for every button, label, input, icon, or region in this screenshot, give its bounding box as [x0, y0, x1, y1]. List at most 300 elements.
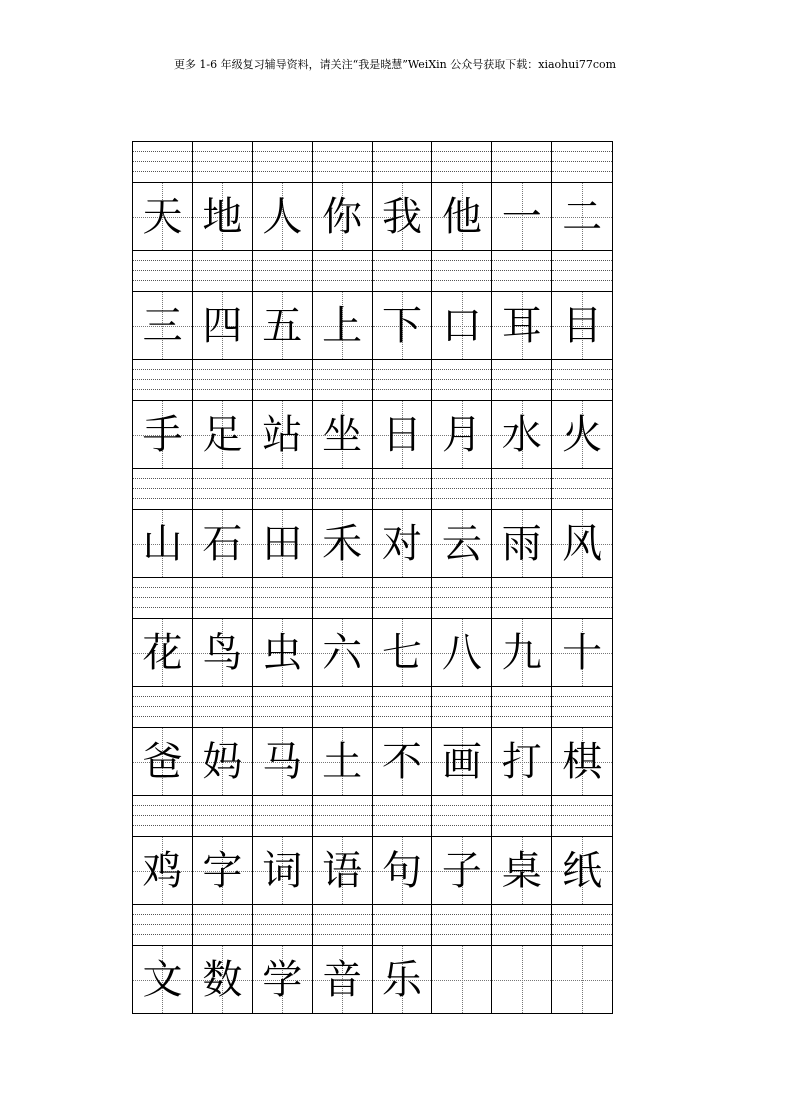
character-cell: [432, 728, 492, 795]
pinyin-guide-line: [193, 498, 252, 499]
character-glyph: 口: [441, 302, 482, 349]
character-cell: [133, 401, 193, 468]
character-row: [133, 400, 612, 469]
pinyin-guide-line: [133, 498, 192, 499]
character-glyph: 子: [441, 847, 482, 894]
pinyin-guide-line: [373, 587, 432, 588]
character-cell: [253, 292, 313, 359]
pinyin-guide-line: [253, 934, 312, 935]
pinyin-cell: [193, 796, 253, 836]
character-cell: [373, 183, 433, 250]
pinyin-guide-line: [373, 934, 432, 935]
character-row: [133, 727, 612, 796]
pinyin-guide-line: [373, 161, 432, 162]
pinyin-guide-line: [492, 805, 551, 806]
pinyin-guide-line: [313, 260, 372, 261]
pinyin-guide-line: [253, 815, 312, 816]
pinyin-cell: [253, 469, 313, 509]
character-glyph: 云: [441, 520, 482, 567]
pinyin-guide-line: [193, 696, 252, 697]
pinyin-cell: [552, 360, 612, 400]
character-glyph: 十: [562, 629, 603, 676]
pinyin-guide-line: [133, 270, 192, 271]
pinyin-cell: [432, 796, 492, 836]
pinyin-cell: [253, 251, 313, 291]
character-row: [133, 291, 612, 360]
pinyin-cell: [193, 578, 253, 618]
pinyin-guide-line: [253, 260, 312, 261]
character-cell: [492, 619, 552, 686]
grid-row-block: [133, 578, 612, 687]
pinyin-cell: [133, 360, 193, 400]
pinyin-guide-line: [253, 171, 312, 172]
pinyin-cell: [552, 905, 612, 945]
character-cell: [373, 728, 433, 795]
pinyin-guide-line: [313, 270, 372, 271]
character-cell: [313, 619, 373, 686]
pinyin-cell: [373, 469, 433, 509]
character-cell: [253, 619, 313, 686]
pinyin-guide-line: [432, 716, 491, 717]
pinyin-cell: [193, 251, 253, 291]
character-cell: [253, 510, 313, 577]
pinyin-guide-line: [432, 369, 491, 370]
character-glyph: 天: [142, 193, 183, 240]
pinyin-guide-line: [253, 270, 312, 271]
pinyin-guide-line: [432, 607, 491, 608]
character-cell: [193, 183, 253, 250]
pinyin-guide-line: [432, 587, 491, 588]
pinyin-guide-line: [432, 161, 491, 162]
pinyin-guide-line: [432, 171, 491, 172]
pinyin-guide-line: [253, 369, 312, 370]
pinyin-cell: [552, 578, 612, 618]
pinyin-guide-line: [552, 488, 612, 489]
character-glyph: 耳: [501, 302, 542, 349]
pinyin-guide-line: [432, 815, 491, 816]
pinyin-guide-line: [193, 270, 252, 271]
pinyin-guide-line: [432, 696, 491, 697]
pinyin-cell: [193, 905, 253, 945]
character-cell: [373, 837, 433, 904]
character-cell: [133, 619, 193, 686]
pinyin-guide-line: [193, 280, 252, 281]
character-cell: [552, 401, 612, 468]
pinyin-guide-line: [193, 607, 252, 608]
pinyin-guide-line: [552, 478, 612, 479]
pinyin-cell: [313, 796, 373, 836]
page-header: 更多 1-6 年级复习辅导资料，请关注“我是晓慧”WeiXin 公众号获取下载：xiaohui77com: [173, 58, 617, 71]
pinyin-cell: [253, 578, 313, 618]
pinyin-guide-line: [432, 260, 491, 261]
character-cell: [313, 292, 373, 359]
pinyin-guide-line: [492, 478, 551, 479]
pinyin-guide-line: [373, 270, 432, 271]
pinyin-cell: [373, 578, 433, 618]
character-glyph: 七: [381, 629, 422, 676]
pinyin-guide-line: [133, 825, 192, 826]
pinyin-guide-line: [313, 587, 372, 588]
pinyin-guide-line: [313, 914, 372, 915]
character-glyph: 九: [501, 629, 542, 676]
pinyin-cell: [133, 142, 193, 182]
pinyin-guide-line: [492, 597, 551, 598]
pinyin-guide-line: [133, 379, 192, 380]
pinyin-guide-line: [552, 716, 612, 717]
pinyin-guide-line: [552, 597, 612, 598]
grid-row-block: [133, 796, 612, 905]
pinyin-guide-line: [253, 716, 312, 717]
pinyin-guide-line: [253, 696, 312, 697]
pinyin-cell: [492, 142, 552, 182]
pinyin-guide-line: [432, 280, 491, 281]
pinyin-guide-line: [432, 924, 491, 925]
pinyin-guide-line: [193, 914, 252, 915]
pinyin-cell: [492, 578, 552, 618]
pinyin-cell: [432, 469, 492, 509]
pinyin-guide-line: [492, 260, 551, 261]
pinyin-band: [133, 142, 612, 182]
pinyin-guide-line: [133, 369, 192, 370]
pinyin-guide-line: [253, 924, 312, 925]
pinyin-guide-line: [492, 696, 551, 697]
character-glyph: 文: [142, 956, 183, 1003]
pinyin-guide-line: [373, 260, 432, 261]
pinyin-guide-line: [133, 260, 192, 261]
character-cell: [552, 946, 612, 1013]
pinyin-cell: [193, 142, 253, 182]
pinyin-cell: [552, 251, 612, 291]
character-glyph: 对: [381, 520, 422, 567]
character-cell: [552, 728, 612, 795]
character-glyph: 六: [322, 629, 363, 676]
pinyin-guide-line: [432, 478, 491, 479]
pinyin-guide-line: [373, 389, 432, 390]
pinyin-guide-line: [193, 369, 252, 370]
pinyin-cell: [552, 142, 612, 182]
pinyin-cell: [432, 578, 492, 618]
character-cell: [193, 510, 253, 577]
pinyin-cell: [373, 905, 433, 945]
character-cell: [253, 183, 313, 250]
pinyin-guide-line: [253, 488, 312, 489]
character-glyph: 我: [381, 193, 422, 240]
pinyin-guide-line: [193, 379, 252, 380]
pinyin-cell: [193, 469, 253, 509]
pinyin-guide-line: [253, 379, 312, 380]
character-glyph: 手: [142, 411, 183, 458]
pinyin-guide-line: [313, 369, 372, 370]
pinyin-cell: [133, 796, 193, 836]
pinyin-guide-line: [432, 597, 491, 598]
pinyin-guide-line: [373, 815, 432, 816]
pinyin-cell: [313, 469, 373, 509]
pinyin-guide-line: [552, 607, 612, 608]
pinyin-cell: [432, 687, 492, 727]
pinyin-cell: [133, 578, 193, 618]
character-cell: [193, 292, 253, 359]
pinyin-band: [133, 687, 612, 727]
character-cell: [492, 292, 552, 359]
pinyin-guide-line: [313, 607, 372, 608]
pinyin-band: [133, 578, 612, 618]
pinyin-guide-line: [492, 270, 551, 271]
pinyin-cell: [373, 796, 433, 836]
pinyin-guide-line: [373, 924, 432, 925]
character-glyph: 一: [501, 193, 542, 240]
character-glyph: 数: [202, 956, 243, 1003]
grid-row-block: [133, 142, 612, 251]
pinyin-guide-line: [373, 498, 432, 499]
pinyin-guide-line: [133, 280, 192, 281]
character-glyph: 站: [262, 411, 303, 458]
pinyin-guide-line: [193, 161, 252, 162]
pinyin-band: [133, 796, 612, 836]
character-cell: [432, 837, 492, 904]
character-glyph: 八: [441, 629, 482, 676]
character-cell: [373, 619, 433, 686]
character-cell: [432, 292, 492, 359]
pinyin-cell: [253, 142, 313, 182]
pinyin-guide-line: [133, 924, 192, 925]
pinyin-guide-line: [373, 805, 432, 806]
character-cell: [133, 837, 193, 904]
pinyin-guide-line: [253, 478, 312, 479]
character-cell: [253, 837, 313, 904]
pinyin-guide-line: [313, 389, 372, 390]
pinyin-cell: [193, 360, 253, 400]
pinyin-cell: [313, 142, 373, 182]
pinyin-guide-line: [313, 161, 372, 162]
pinyin-guide-line: [492, 151, 551, 152]
pinyin-guide-line: [552, 280, 612, 281]
pinyin-band: [133, 469, 612, 509]
pinyin-band: [133, 251, 612, 291]
pinyin-guide-line: [133, 488, 192, 489]
pinyin-guide-line: [373, 914, 432, 915]
pinyin-guide-line: [133, 706, 192, 707]
character-glyph: 纸: [562, 847, 603, 894]
character-cell: [373, 401, 433, 468]
character-glyph: 马: [262, 738, 303, 785]
character-cell: [133, 183, 193, 250]
pinyin-guide-line: [253, 161, 312, 162]
character-cell: [552, 837, 612, 904]
character-glyph: 地: [202, 193, 243, 240]
pinyin-cell: [313, 360, 373, 400]
character-cell: [432, 946, 492, 1013]
pinyin-guide-line: [492, 607, 551, 608]
grid-row-block: [133, 469, 612, 578]
pinyin-band: [133, 360, 612, 400]
pinyin-guide-line: [193, 151, 252, 152]
character-row: [133, 836, 612, 905]
character-glyph: 足: [202, 411, 243, 458]
pinyin-guide-line: [253, 151, 312, 152]
pinyin-guide-line: [552, 587, 612, 588]
pinyin-cell: [253, 687, 313, 727]
character-glyph: 坐: [322, 411, 363, 458]
pinyin-guide-line: [313, 696, 372, 697]
character-cell: [133, 510, 193, 577]
pinyin-guide-line: [373, 716, 432, 717]
character-glyph: 妈: [202, 738, 243, 785]
pinyin-cell: [313, 578, 373, 618]
character-glyph: 语: [322, 847, 363, 894]
pinyin-guide-line: [133, 389, 192, 390]
pinyin-guide-line: [313, 815, 372, 816]
character-cell: [432, 183, 492, 250]
character-cell: [313, 183, 373, 250]
character-cell: [492, 728, 552, 795]
pinyin-cell: [492, 251, 552, 291]
pinyin-guide-line: [193, 825, 252, 826]
pinyin-cell: [373, 142, 433, 182]
grid-row-block: [133, 687, 612, 796]
pinyin-guide-line: [552, 914, 612, 915]
character-glyph: 石: [202, 520, 243, 567]
pinyin-guide-line: [313, 706, 372, 707]
pinyin-guide-line: [193, 260, 252, 261]
pinyin-guide-line: [193, 716, 252, 717]
character-glyph: 上: [322, 302, 363, 349]
pinyin-guide-line: [193, 815, 252, 816]
pinyin-guide-line: [432, 379, 491, 380]
pinyin-guide-line: [133, 171, 192, 172]
pinyin-guide-line: [552, 270, 612, 271]
character-glyph: 田: [262, 520, 303, 567]
pinyin-guide-line: [313, 805, 372, 806]
pinyin-guide-line: [253, 280, 312, 281]
pinyin-guide-line: [313, 151, 372, 152]
character-cell: [193, 837, 253, 904]
pinyin-guide-line: [552, 805, 612, 806]
pinyin-guide-line: [432, 706, 491, 707]
pinyin-cell: [253, 905, 313, 945]
character-glyph: 目: [562, 302, 603, 349]
character-glyph: 打: [501, 738, 542, 785]
character-glyph: 棋: [562, 738, 603, 785]
cell-vertical-guide: [522, 946, 523, 1013]
pinyin-guide-line: [552, 389, 612, 390]
character-cell: [432, 401, 492, 468]
character-row: [133, 618, 612, 687]
pinyin-guide-line: [552, 815, 612, 816]
pinyin-guide-line: [432, 914, 491, 915]
character-cell: [552, 183, 612, 250]
pinyin-cell: [432, 142, 492, 182]
pinyin-guide-line: [313, 171, 372, 172]
character-glyph: 禾: [322, 520, 363, 567]
pinyin-guide-line: [432, 805, 491, 806]
character-row: [133, 182, 612, 251]
pinyin-guide-line: [313, 498, 372, 499]
character-glyph: 四: [202, 302, 243, 349]
character-row: [133, 509, 612, 578]
pinyin-guide-line: [373, 706, 432, 707]
pinyin-guide-line: [133, 716, 192, 717]
pinyin-guide-line: [492, 924, 551, 925]
character-cell: [193, 946, 253, 1013]
character-cell: [253, 946, 313, 1013]
character-cell: [492, 401, 552, 468]
pinyin-guide-line: [133, 151, 192, 152]
pinyin-guide-line: [432, 488, 491, 489]
pinyin-cell: [313, 687, 373, 727]
character-cell: [193, 401, 253, 468]
character-row: [133, 945, 612, 1013]
pinyin-cell: [373, 360, 433, 400]
pinyin-guide-line: [373, 171, 432, 172]
grid-row-block: [133, 251, 612, 360]
character-glyph: 你: [322, 193, 363, 240]
pinyin-cell: [492, 905, 552, 945]
pinyin-guide-line: [552, 706, 612, 707]
pinyin-guide-line: [133, 607, 192, 608]
pinyin-guide-line: [373, 151, 432, 152]
character-glyph: 学: [262, 956, 303, 1003]
character-cell: [432, 619, 492, 686]
character-glyph: 雨: [501, 520, 542, 567]
pinyin-guide-line: [373, 607, 432, 608]
character-glyph: 鸟: [202, 629, 243, 676]
pinyin-cell: [492, 796, 552, 836]
pinyin-guide-line: [133, 161, 192, 162]
pinyin-guide-line: [133, 934, 192, 935]
character-cell: [253, 401, 313, 468]
pinyin-guide-line: [492, 171, 551, 172]
pinyin-guide-line: [552, 934, 612, 935]
pinyin-guide-line: [313, 478, 372, 479]
character-cell: [313, 728, 373, 795]
pinyin-cell: [492, 360, 552, 400]
pinyin-guide-line: [552, 151, 612, 152]
pinyin-guide-line: [313, 924, 372, 925]
character-glyph: 三: [142, 302, 183, 349]
character-cell: [373, 510, 433, 577]
pinyin-guide-line: [373, 597, 432, 598]
pinyin-guide-line: [492, 488, 551, 489]
character-glyph: 风: [562, 520, 603, 567]
pinyin-guide-line: [253, 706, 312, 707]
character-glyph: 乐: [381, 956, 422, 1003]
pinyin-guide-line: [492, 815, 551, 816]
character-cell: [133, 728, 193, 795]
cell-vertical-guide: [582, 946, 583, 1013]
pinyin-guide-line: [313, 597, 372, 598]
pinyin-cell: [253, 796, 313, 836]
character-cell: [492, 510, 552, 577]
pinyin-guide-line: [313, 280, 372, 281]
pinyin-cell: [492, 687, 552, 727]
pinyin-guide-line: [253, 914, 312, 915]
pinyin-cell: [133, 905, 193, 945]
pinyin-guide-line: [253, 825, 312, 826]
character-glyph: 土: [322, 738, 363, 785]
cell-vertical-guide: [462, 946, 463, 1013]
pinyin-guide-line: [552, 498, 612, 499]
pinyin-guide-line: [193, 171, 252, 172]
pinyin-guide-line: [253, 587, 312, 588]
pinyin-guide-line: [432, 389, 491, 390]
pinyin-guide-line: [432, 151, 491, 152]
pinyin-cell: [552, 687, 612, 727]
pinyin-guide-line: [193, 478, 252, 479]
grid-row-block: [133, 905, 612, 1013]
pinyin-guide-line: [133, 696, 192, 697]
character-glyph: 字: [202, 847, 243, 894]
character-glyph: 画: [441, 738, 482, 785]
